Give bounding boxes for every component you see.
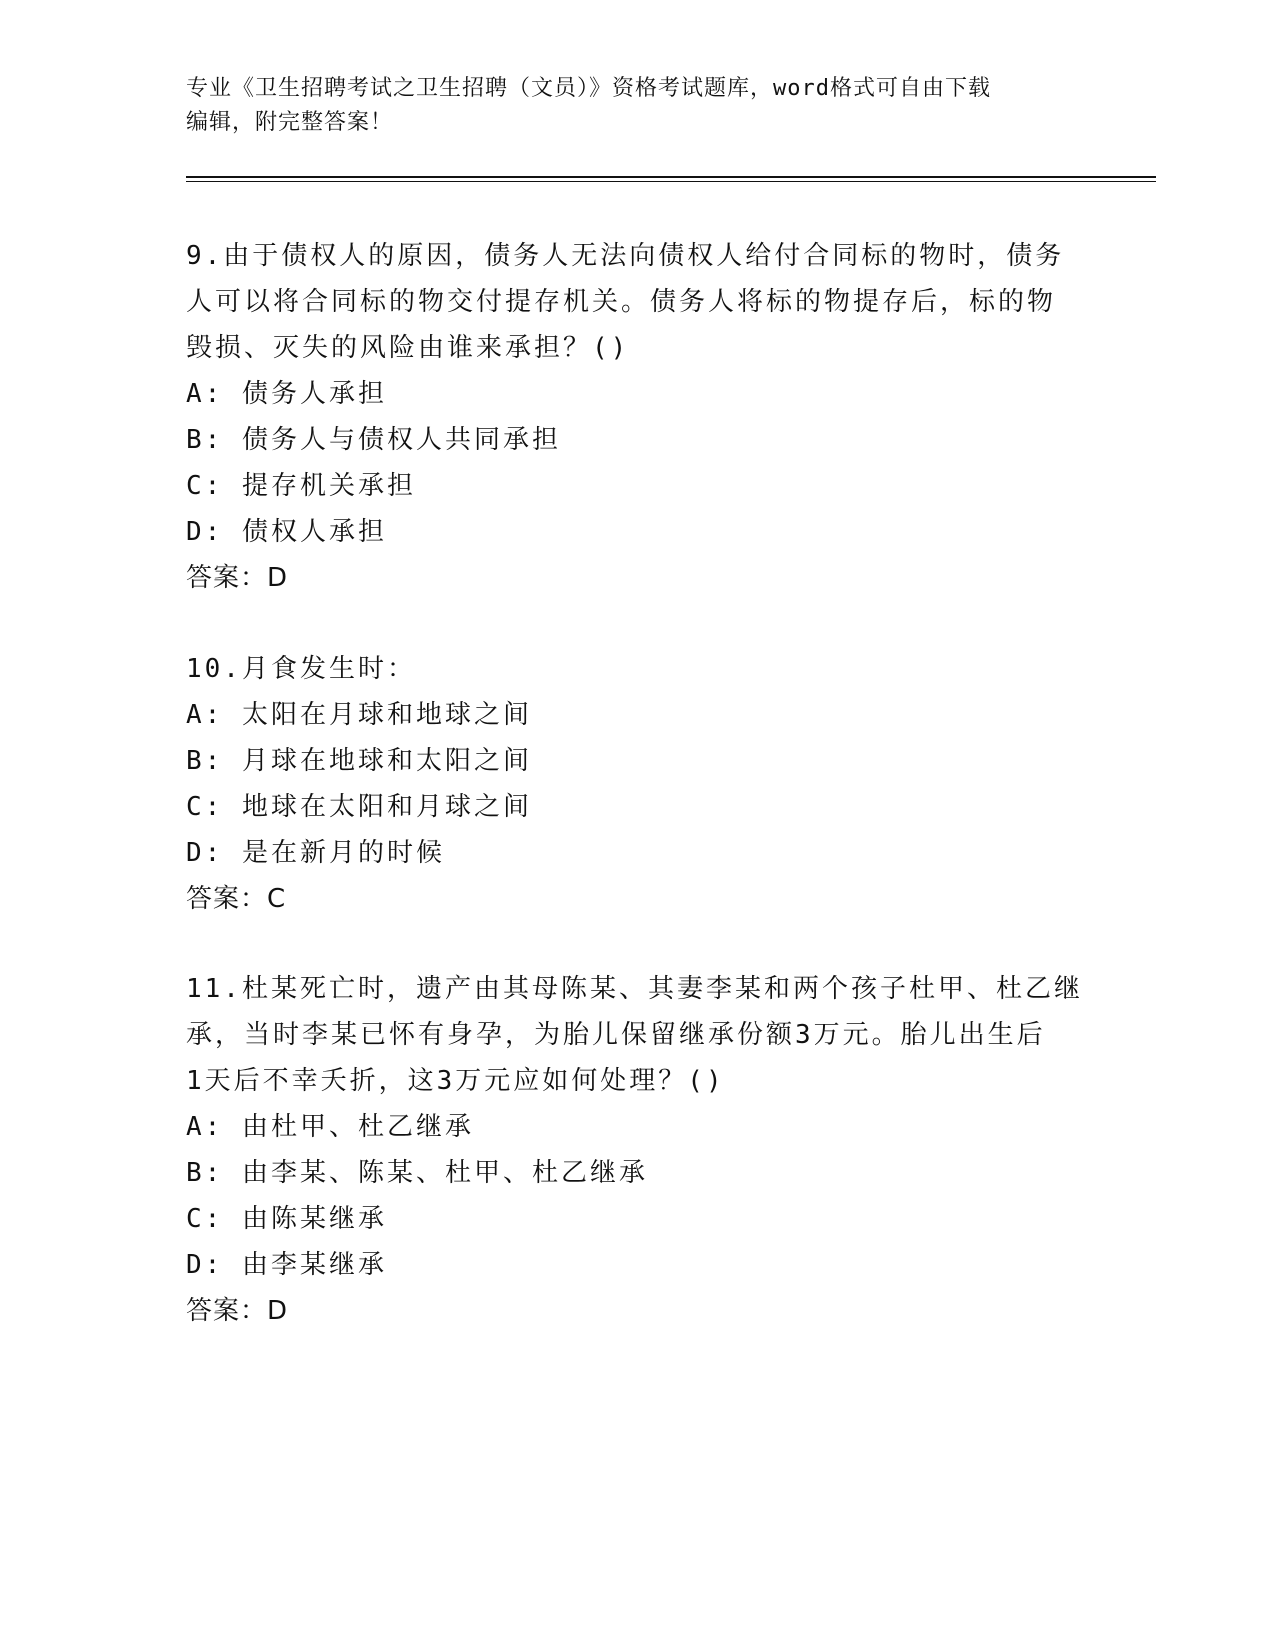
option-c: C: 提存机关承担 <box>186 471 416 501</box>
option-d: D: 是在新月的时候 <box>186 838 445 868</box>
question-stem-line: 1天后不幸夭折，这3万元应如何处理？() <box>186 1066 725 1096</box>
option-b: B: 由李某、陈某、杜甲、杜乙继承 <box>186 1158 648 1188</box>
header-line-2: 编辑，附完整答案！ <box>186 110 394 135</box>
document-header <box>186 72 1086 140</box>
question-stem-line: 10.月食发生时： <box>186 654 416 684</box>
question-stem-line: 毁损、灭失的风险由谁来承担？() <box>186 333 630 363</box>
question-10 <box>186 646 1086 922</box>
option-a: A: 债务人承担 <box>186 379 387 409</box>
question-stem-line: 承，当时李某已怀有身孕，为胎儿保留继承份额3万元。胎儿出生后 <box>186 1020 1046 1050</box>
answer-label: 答案：C <box>186 884 287 914</box>
option-c: C: 地球在太阳和月球之间 <box>186 792 532 822</box>
option-d: D: 由李某继承 <box>186 1250 387 1280</box>
option-b: B: 月球在地球和太阳之间 <box>186 746 532 776</box>
header-line-1: 专业《卫生招聘考试之卫生招聘（文员）》资格考试题库，word格式可自由下载 <box>186 76 991 101</box>
question-9 <box>186 233 1086 601</box>
option-b: B: 债务人与债权人共同承担 <box>186 425 561 455</box>
option-a: A: 由杜甲、杜乙继承 <box>186 1112 474 1142</box>
question-11 <box>186 966 1086 1334</box>
question-stem-line: 9.由于债权人的原因，债务人无法向债权人给付合同标的物时，债务 <box>186 241 1065 271</box>
question-stem-line: 人可以将合同标的物交付提存机关。债务人将标的物提存后，标的物 <box>186 287 1057 317</box>
question-stem-line: 11.杜某死亡时，遗产由其母陈某、其妻李某和两个孩子杜甲、杜乙继 <box>186 974 1083 1004</box>
answer-label: 答案：D <box>186 1296 289 1326</box>
option-c: C: 由陈某继承 <box>186 1204 387 1234</box>
option-a: A: 太阳在月球和地球之间 <box>186 700 532 730</box>
header-divider-thin <box>186 181 1156 182</box>
answer-label: 答案：D <box>186 563 289 593</box>
option-d: D: 债权人承担 <box>186 517 387 547</box>
header-divider-thick <box>186 176 1156 178</box>
